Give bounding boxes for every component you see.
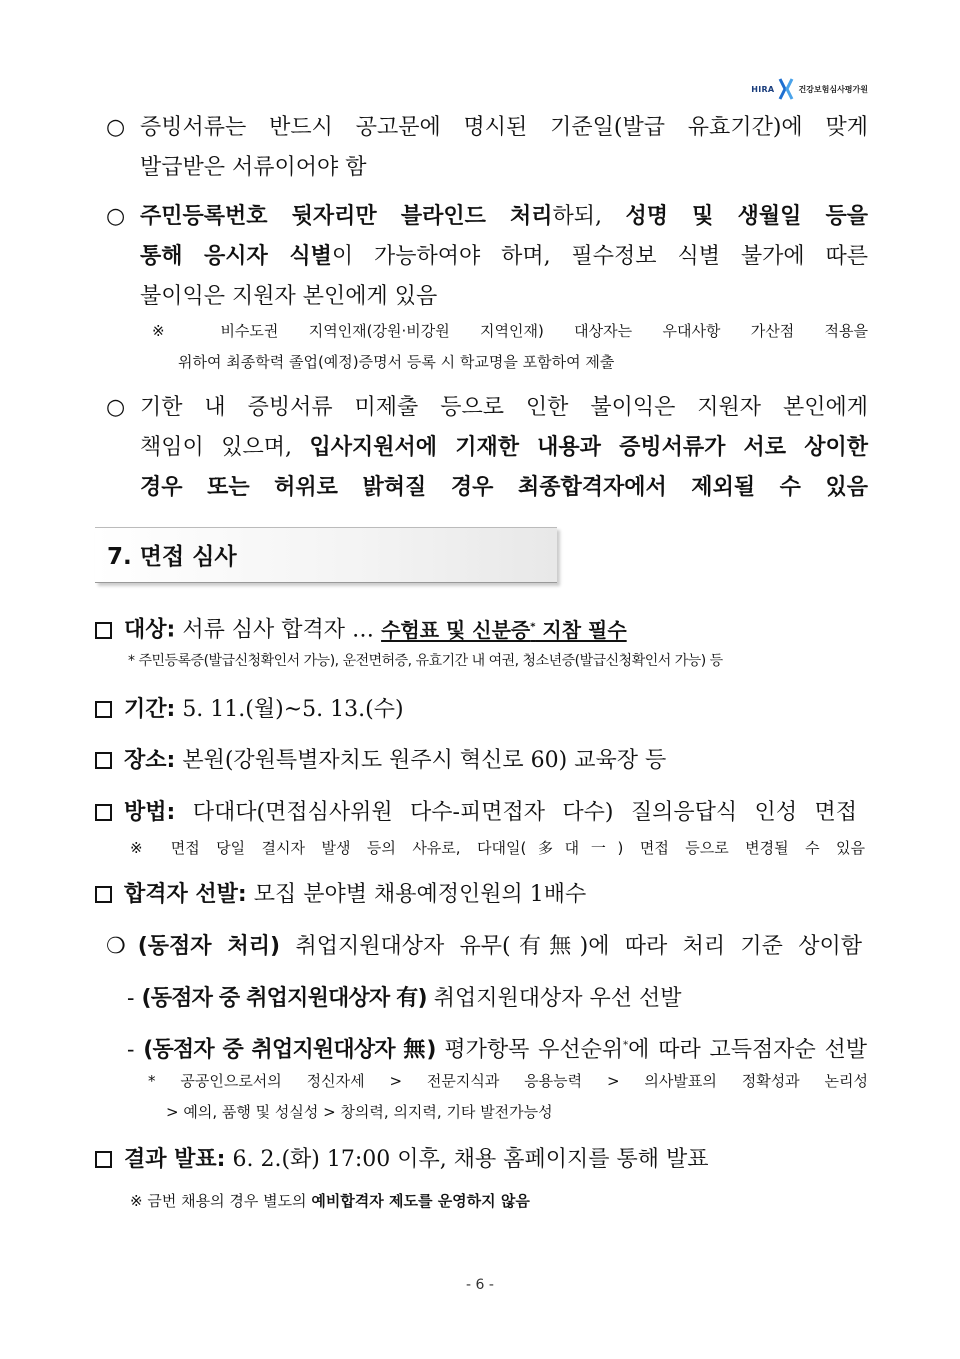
method-note-text: 면접 당일 결시자 발생 등의 사유로, 다대일(多대一) 면접 등으로 변경될 수 있음 [170, 839, 865, 857]
tie-a-label: (동점자 중 취업지원대상자 有) [141, 986, 427, 1011]
asterisk-icon: * [148, 1072, 181, 1090]
tie-text: 취업지원대상자 유무(有無)에 따라 처리 기준 상이함 [295, 934, 863, 959]
period-item [95, 690, 404, 730]
paragraph-2-bold-2: 성명 및 생월일 등을 [625, 204, 869, 229]
tie-label: (동점자 처리) [137, 934, 281, 959]
org-name: 건강보험심사평가원 [798, 84, 868, 94]
tie-a-text: 취업지원대상자 우선 선발 [433, 986, 682, 1011]
target-text: 서류 심사 합격자 … [182, 617, 382, 643]
paragraph-3-line-1: 기한 내 증빙서류 미제출 등으로 인한 불이익은 지원자 본인에게 [140, 395, 868, 420]
period-text: 5. 11.(월)~5. 13.(수) [182, 697, 404, 722]
target-underline-2: 지참 필수 [535, 617, 627, 642]
circle-bullet-icon: ○ [106, 115, 126, 140]
logo-text: HIRA [751, 84, 775, 94]
reference-mark-icon: ※ [130, 1192, 148, 1210]
paragraph-2-note-line-2: 위하여 최종학력 졸업(예정)증명서 등록 시 학교명을 포함하여 제출 [178, 353, 615, 371]
paragraph-3 [106, 388, 868, 508]
selection-text: 모집 분야별 채용예정인원의 1배수 [253, 882, 587, 907]
paragraph-3-text: 책임이 있으며, [140, 435, 310, 460]
target-underline: 수험표 및 신분증 [381, 617, 531, 642]
target-note-text: 주민등록증(발급신청확인서 가능), 운전면허증, 유효기간 내 여권, 청소년증(발급신청확인서 가능) 등 [138, 653, 723, 669]
page-number: - 6 - [466, 1277, 494, 1293]
circle-bullet-icon: ○ [106, 204, 126, 229]
reference-mark-icon: ※ [152, 322, 221, 340]
paragraph-2-note-line-1: 비수도권 지역인재(강원·비강원 지역인재) 대상자는 우대사항 가산점 적용을 [220, 322, 868, 340]
checkbox-square-icon [95, 701, 112, 718]
place-text: 본원(강원특별자치도 원주시 혁신로 60) 교육장 등 [182, 748, 667, 773]
tie-b-text: 평가항목 우선순위 [444, 1037, 624, 1063]
tie-note [148, 1066, 868, 1128]
paragraph-2-note [152, 316, 868, 378]
paragraph-2-text-2: 이 가능하여야 하며, 필수정보 식별 불가에 따른 [331, 244, 868, 269]
target-label: 대상: [124, 617, 176, 643]
section-title: 7. 면접 심사 [107, 544, 237, 570]
paragraph-2-bold-3: 통해 응시자 식별 [140, 244, 332, 269]
method-item [95, 793, 857, 833]
section-title-box [95, 527, 557, 583]
result-note [130, 1186, 530, 1217]
method-label: 방법: [124, 800, 176, 825]
selection-item [95, 875, 586, 915]
checkbox-square-icon [95, 886, 112, 903]
header-logo [751, 78, 868, 100]
place-item [95, 741, 666, 781]
selection-label: 합격자 선발: [124, 882, 247, 907]
target-item [95, 607, 627, 651]
footnote-mark: * [623, 1040, 629, 1051]
result-note-bold: 예비합격자 제도를 운영하지 않음 [311, 1192, 530, 1210]
paragraph-1 [106, 108, 868, 188]
checkbox-square-icon [95, 752, 112, 769]
paragraph-3-bold-1: 입사지원서에 기재한 내용과 증빙서류가 서로 상이한 [309, 435, 869, 460]
paragraph-1-line-2: 발급받은 서류이어야 함 [140, 155, 367, 180]
target-note [128, 646, 723, 677]
checkbox-square-icon [95, 804, 112, 821]
circle-bullet-icon: ❍ [106, 934, 126, 959]
paragraph-2-text-1: 하되, [552, 204, 626, 229]
result-text: 6. 2.(화) 17:00 이후, 채용 홈페이지를 통해 발표 [232, 1147, 709, 1172]
paragraph-2-line-3: 불이익은 지원자 본인에게 있음 [140, 284, 438, 309]
checkbox-square-icon [95, 1151, 112, 1168]
place-label: 장소: [124, 748, 176, 773]
footnote-mark: * [530, 621, 536, 632]
period-label: 기간: [124, 697, 176, 722]
asterisk-icon: * [128, 653, 139, 669]
method-note [130, 833, 865, 864]
tie-b-item [127, 1026, 867, 1070]
method-text: 다대다(면접심사위원 다수-피면접자 다수) 질의응답식 인성 면접 [192, 800, 857, 825]
paragraph-3-bold-2: 경우 또는 허위로 밝혀질 경우 최종합격자에서 제외될 수 있음 [140, 475, 868, 500]
hira-logo-icon [778, 78, 794, 100]
tie-note-line-1: 공공인으로서의 정신자세 > 전문지식과 응용능력 > 의사발표의 정확성과 논리성 [180, 1072, 868, 1090]
paragraph-2 [106, 197, 868, 317]
result-label: 결과 발표: [124, 1147, 226, 1172]
checkbox-square-icon [95, 622, 112, 639]
dash-bullet: - [127, 1037, 144, 1063]
circle-bullet-icon: ○ [106, 395, 126, 420]
dash-bullet: - [127, 986, 142, 1011]
tie-note-line-2: > 예의, 품행 및 성실성 > 창의력, 의지력, 기타 발전가능성 [166, 1103, 553, 1121]
reference-mark-icon: ※ [130, 839, 171, 857]
tie-a-item [127, 979, 681, 1019]
paragraph-1-line-1: 증빙서류는 반드시 공고문에 명시된 기준일(발급 유효기간)에 맞게 [140, 115, 868, 140]
tie-b-label: (동점자 중 취업지원대상자 無) [143, 1037, 436, 1063]
tie-b-text-2: 에 따라 고득점자순 선발 [628, 1037, 868, 1063]
paragraph-2-bold-1: 주민등록번호 뒷자리만 블라인드 처리 [140, 204, 553, 229]
tie-item [106, 927, 862, 967]
result-item [95, 1140, 709, 1180]
result-note-text: 금번 채용의 경우 별도의 [147, 1192, 312, 1210]
